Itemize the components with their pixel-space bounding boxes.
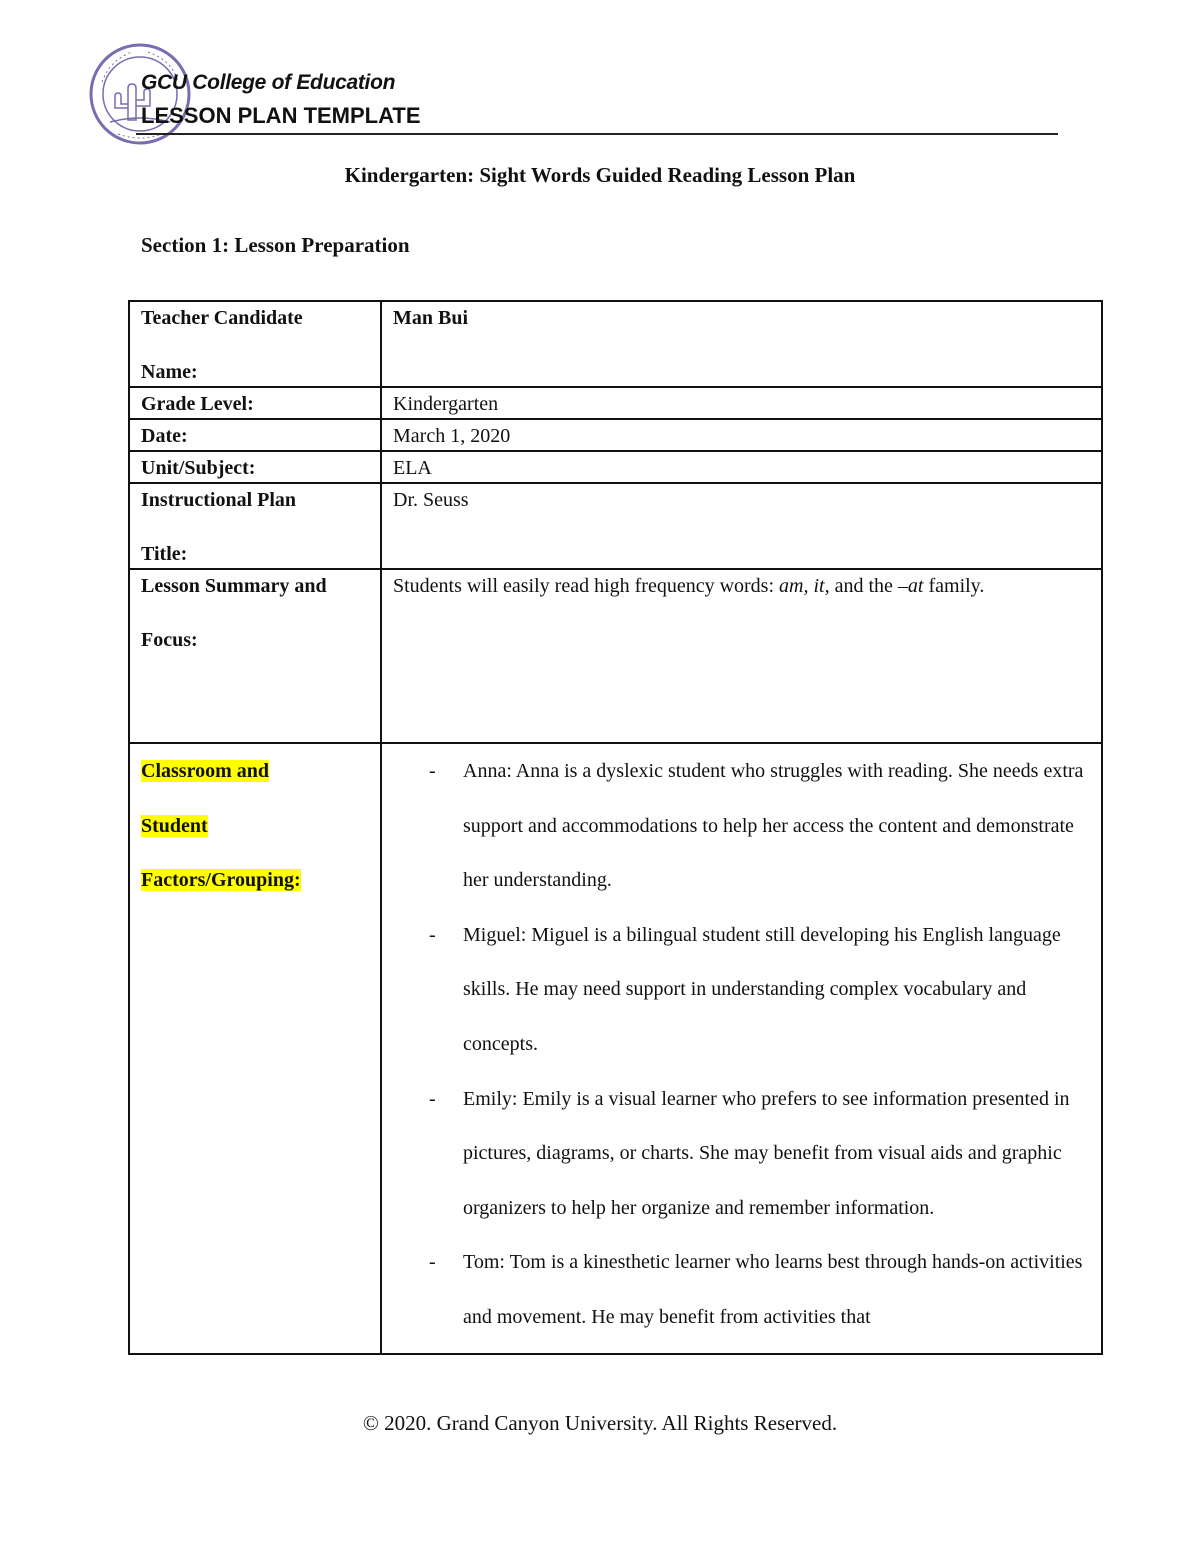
teacher-name-value: Man Bui [381, 301, 1102, 387]
section-title: Section 1: Lesson Preparation [141, 233, 410, 257]
student-factors-list [393, 744, 1091, 1345]
date-value: March 1, 2020 [381, 419, 1102, 451]
lesson-preparation-table [128, 300, 1103, 1355]
table-row [129, 419, 1102, 451]
table-row [129, 743, 1102, 1354]
date-label: Date: [129, 419, 381, 451]
header-divider [136, 133, 1058, 135]
document-header [88, 42, 1063, 152]
list-item: - Anna: Anna is a dyslexic student who struggles with reading. She needs extra support and accommodations to help her access the content and demonstrate her understanding. [463, 744, 1091, 908]
table-row [129, 569, 1102, 743]
instructional-plan-label: Instructional Plan Title: [129, 483, 381, 569]
list-item: - Miguel: Miguel is a bilingual student still developing his English language skills. He may need support in understanding complex vocabulary and concepts. [463, 908, 1091, 1072]
instructional-plan-value: Dr. Seuss [381, 483, 1102, 569]
copyright-footer: © 2020. Grand Canyon University. All Rights Reserved. [362, 1411, 838, 1435]
table-row [129, 301, 1102, 387]
unit-subject-value: ELA [381, 451, 1102, 483]
grade-level-value: Kindergarten [381, 387, 1102, 419]
grade-level-label: Grade Level: [129, 387, 381, 419]
classroom-factors-value [381, 743, 1102, 1354]
document-title: Kindergarten: Sight Words Guided Reading Lesson Plan [344, 163, 856, 187]
teacher-name-label: Teacher Candidate Name: [129, 301, 381, 387]
lesson-summary-value: Students will easily read high frequency words: am, it, and the –at family. [381, 569, 1102, 743]
college-name: GCU College of Education [141, 71, 396, 94]
classroom-factors-label: Classroom and Student Factors/Grouping: [129, 743, 381, 1354]
table-row [129, 387, 1102, 419]
list-item: - Emily: Emily is a visual learner who prefers to see information presented in pictures, diagrams, or charts. She may benefit from visual aids and graphic organizers to help her organize and remember information. [463, 1072, 1091, 1236]
table-row [129, 483, 1102, 569]
list-item: - Tom: Tom is a kinesthetic learner who learns best through hands-on activities and movement. He may benefit from activities that [463, 1235, 1091, 1344]
table-row [129, 451, 1102, 483]
unit-subject-label: Unit/Subject: [129, 451, 381, 483]
lesson-summary-label: Lesson Summary and Focus: [129, 569, 381, 743]
template-title: LESSON PLAN TEMPLATE [141, 103, 421, 128]
